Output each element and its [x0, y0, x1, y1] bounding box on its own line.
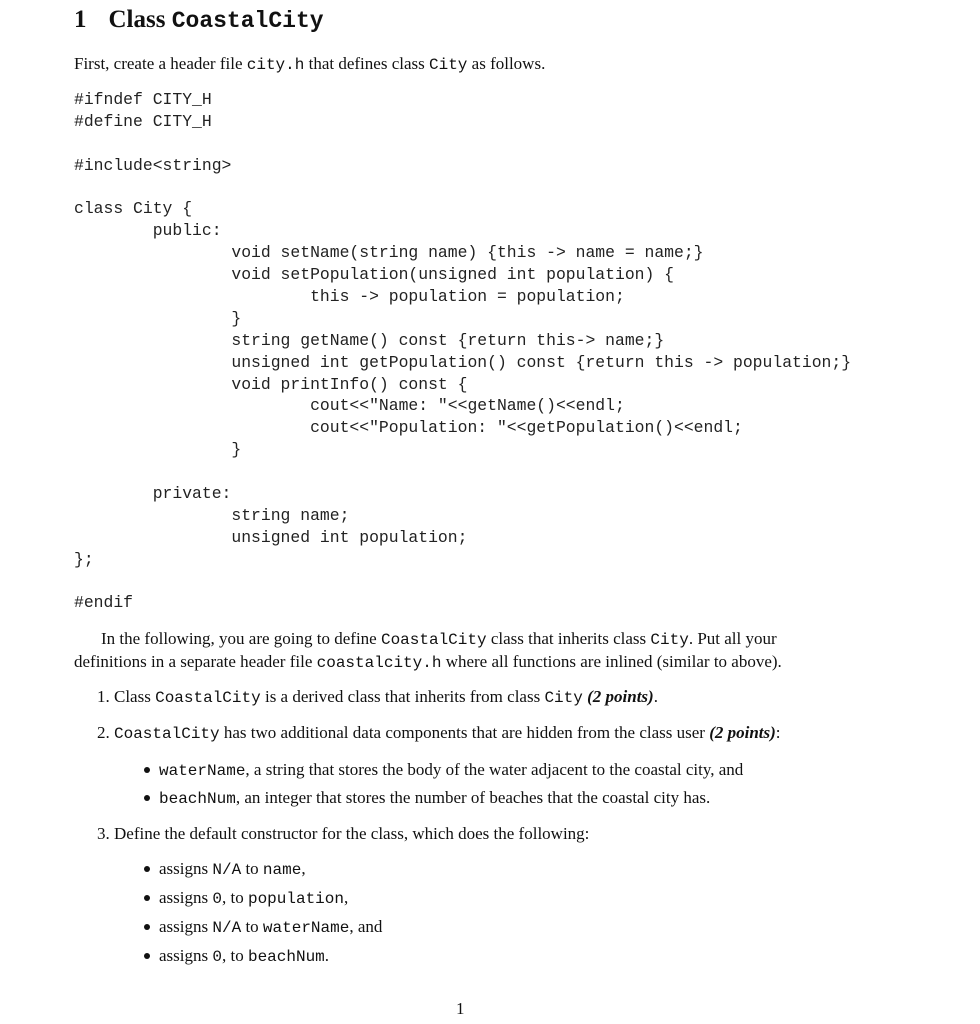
list-item-code: City [544, 689, 583, 707]
code-line: #include<string> [74, 155, 232, 175]
code-line: this -> population = population; [74, 287, 625, 307]
list-item-number: 1. [97, 687, 110, 706]
bullet-text: , and [349, 917, 383, 936]
bullet-item-assign-beachNum [159, 944, 329, 969]
following-text-3: . Put all your [688, 629, 777, 648]
list-item-number: 3. [97, 824, 110, 843]
page-number: 1 [456, 999, 465, 1018]
bullet-marker [144, 895, 150, 901]
bullet-field: beachNum [247, 948, 325, 966]
bullet-value: 0 [212, 890, 222, 908]
bullet-text: assigns [159, 888, 209, 907]
bullet-text: , to [221, 888, 244, 907]
code-line: } [74, 440, 242, 460]
bullet-marker [144, 866, 150, 872]
list-item-3 [97, 822, 589, 846]
bullet-text: , an integer that stores the number of beaches that the coastal city has. [235, 788, 711, 807]
bullet-text: to [245, 859, 259, 878]
code-listing [74, 89, 851, 614]
following-paragraph-line-1 [101, 627, 777, 652]
code-line: cout<<"Name: "<<getName()<<endl; [74, 396, 625, 416]
section-heading [74, 6, 324, 34]
code-line [74, 133, 851, 155]
bullet-text: . [324, 946, 330, 965]
code-line: #define CITY_H [74, 111, 212, 131]
bullet-text: , a string that stores the body of the water adjacent to the coastal city, and [245, 760, 744, 779]
following-text-4: definitions in a separate header file [74, 652, 313, 671]
list-item-code: CoastalCity [114, 725, 220, 743]
code-line [74, 177, 851, 199]
bullet-marker [144, 953, 150, 959]
bullet-value: N/A [212, 919, 242, 937]
bullet-field: population [247, 890, 344, 908]
following-code-file: coastalcity.h [316, 654, 442, 672]
following-code-city: City [650, 631, 689, 649]
following-text-2: class that inherits class [490, 629, 647, 648]
bullet-text: to [245, 917, 259, 936]
bullet-value: 0 [212, 948, 222, 966]
bullet-text: , [301, 859, 306, 878]
code-line: class City { [74, 199, 193, 219]
code-line [74, 461, 851, 483]
intro-text-1: First, create a header file [74, 54, 243, 73]
bullet-field: name [262, 861, 302, 879]
bullet-item-assign-waterName [159, 915, 382, 940]
bullet-code: waterName [159, 762, 246, 780]
code-line: private: [74, 484, 232, 504]
intro-code-class: City [429, 56, 468, 74]
list-item-text: is a derived class that inherits from class [264, 687, 541, 706]
bullet-value: N/A [212, 861, 242, 879]
code-line: #endif [74, 593, 134, 613]
bullet-item-assign-population [159, 886, 348, 911]
bullet-text: assigns [159, 946, 209, 965]
following-text-5: where all functions are inlined (similar to above). [445, 652, 782, 671]
list-item-1 [97, 685, 658, 710]
section-title-prefix: Class [108, 6, 166, 33]
bullet-marker [144, 795, 150, 801]
following-code-coastalcity: CoastalCity [380, 631, 487, 649]
bullet-item-assign-name [159, 857, 306, 882]
section-title-code: CoastalCity [171, 8, 324, 34]
code-line: cout<<"Population: "<<getPopulation()<<endl; [74, 418, 743, 438]
bullet-text: , [343, 888, 349, 907]
intro-paragraph [74, 52, 545, 77]
code-line: void setPopulation(unsigned int population) { [74, 265, 674, 285]
bullet-marker [144, 924, 150, 930]
code-line: public: [74, 221, 222, 241]
bullet-text: assigns [159, 917, 209, 936]
code-line: void printInfo() const { [74, 374, 468, 394]
following-paragraph-line-2 [74, 650, 782, 675]
code-line: }; [74, 549, 94, 569]
code-line: void setName(string name) {this -> name = name;} [74, 243, 704, 263]
bullet-item-waterName [159, 758, 743, 783]
list-item-text: : [775, 723, 781, 742]
list-item-text: Class [114, 687, 151, 706]
intro-code-file: city.h [246, 56, 305, 74]
following-text-1: In the following, you are going to define [101, 629, 377, 648]
intro-text-3: as follows. [471, 54, 546, 73]
bullet-code: beachNum [159, 790, 236, 808]
list-item-2 [97, 721, 781, 746]
code-line: #ifndef CITY_H [74, 90, 212, 109]
code-line [74, 571, 851, 593]
bullet-field: waterName [262, 919, 350, 937]
list-item-text: has two additional data components that are hidden from the class user [223, 723, 705, 742]
points-label: (2 points) [709, 723, 776, 742]
code-line: string getName() const {return this-> name;} [74, 330, 665, 350]
list-item-number: 2. [97, 723, 110, 742]
list-item-code: CoastalCity [155, 689, 261, 707]
bullet-item-beachNum [159, 786, 710, 811]
section-number: 1 [74, 6, 87, 33]
code-line: string name; [74, 505, 350, 525]
list-item-text: . [653, 687, 658, 706]
intro-text-2: that defines class [308, 54, 425, 73]
code-line: unsigned int getPopulation() const {return this -> population;} [74, 352, 852, 372]
list-item-text: Define the default constructor for the class, which does the following: [114, 824, 590, 843]
bullet-text: , to [221, 946, 244, 965]
code-line: unsigned int population; [74, 527, 468, 547]
points-label: (2 points) [587, 687, 654, 706]
bullet-marker [144, 767, 150, 773]
code-line: } [74, 308, 242, 328]
bullet-text: assigns [159, 859, 209, 878]
